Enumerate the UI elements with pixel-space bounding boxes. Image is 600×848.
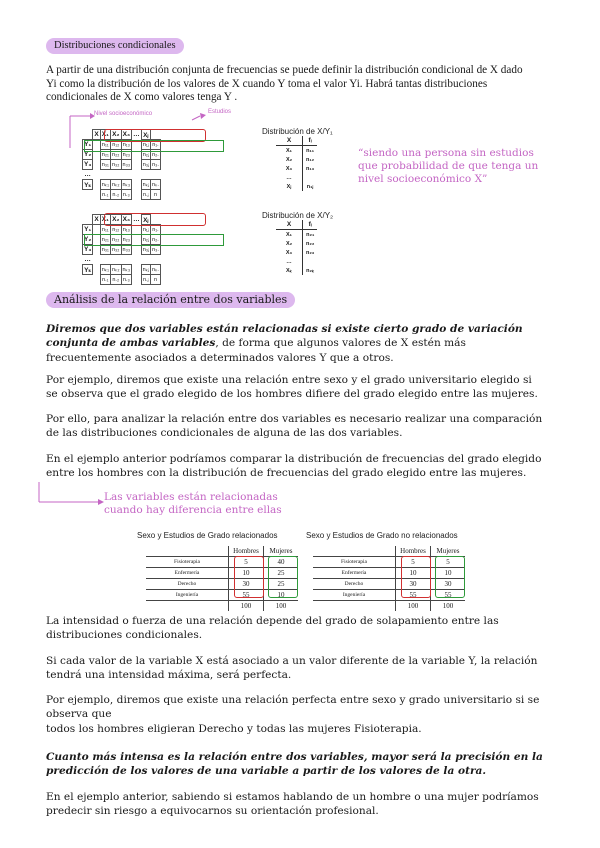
left-relation-table: Hombres Mujeres Fisioterapia 5 40 Enfermería 10 25 Derecho 30 25 Ingeniería 55 10 100 100 [146,546,298,611]
paragraph-8: Cuanto más intensa es la relación entre dos variables, mayor será la precisión en la predicción de los valores de una variable a partir de los valores de la otra. [46,751,543,778]
paragraph-5: La intensidad o fuerza de una relación depende del grado de solapamiento entre las distribuciones condicionales. [46,615,499,642]
pink-note: Las variables están relacionadas cuando hay diferencia entre ellas [104,491,282,516]
right-table-title: Sexo y Estudios de Grado no relacionados [306,531,458,540]
section-title-analisis: Análisis de la relación entre dos variables [46,292,295,308]
joint-table-bottom: X X₁ X₂ X₃ … Xⱼ Y₁ n₁₁ n₁₂ n₁₃ n₁ⱼ n₁. Y₂ n₂₁ n₂₂ n₂₃ n₂ⱼ n₂. Y₃ n₃₁ n₃₂ n₃₃ n₃ⱼ n₃. … Yₖ nₖ₁ nₖ₂ nₖ₃ nₖⱼ nₖ. n.₁ n.₂ n.₃ n.ⱼ n [84,216,159,283]
left-table-title: Sexo y Estudios de Grado relacionados [137,531,278,540]
paragraph-6: Si cada valor de la variable X está asociado a un valor diferente de la variable Y, la relación tendrá una intensidad máxima, será perfecta. [46,655,538,682]
right-red-box-hombres [401,556,431,598]
intro-paragraph: A partir de una distribución conjunta de frecuencias se puede definir la distribución condicional de X dado Yi como la distribución de los valores de X cuando Y toma el valor Yi. Habrá tantas distribuciones condicionales de X como valores tenga Y . [46,64,523,104]
pink-quote: “siendo una persona sin estudios que probabilidad de que tenga un nivel socioeconómico X” [358,147,539,185]
paragraph-4: En el ejemplo anterior podríamos comparar la distribución de frecuencias del grado elegido entre los hombres con la distribución de frecuencias del grado elegido entre las mujeres. [46,453,542,480]
section-title-distribuciones: Distribuciones condicionales [46,38,184,54]
label-estudios: Estudios [208,109,232,115]
cond1-table: X fᵢ X₁ n₁₁ X₂ n₁₂ X₃ n₁₃ … Xⱼ n₁ⱼ [276,136,317,191]
paragraph-1: Diremos que dos variables están relacionadas si existe cierto grado de variación conjunta de ambas variables, de forma que algunos valores de X estén más frecuentemente asociados a determinados valores Y que a otros. [46,323,523,364]
paragraph-7b: todos los hombres eligieran Derecho y todas las mujeres Fisioterapia. [46,723,422,735]
left-red-box-hombres [234,556,264,598]
paragraph-7a: Por ejemplo, diremos que existe una relación perfecta entre sexo y grado universitario si se observa que [46,694,540,721]
cond1-title: Distribución de X/Y₁ [262,127,333,136]
paragraph-2: Por ejemplo, diremos que existe una relación entre sexo y el grado universitario elegido si se observa que el grado elegido de los hombres difiere del grado elegido entre las mujeres. [46,374,538,401]
green-highlight-bottom [84,234,224,246]
right-green-box-mujeres [435,556,465,598]
red-highlight-bottom [104,213,206,226]
joint-distribution-figure [60,108,265,298]
cond2-table: X fᵢ X₁ n₂₁ X₂ n₂₂ X₃ n₂₃ … Xₖ n₂ₖ [276,220,317,275]
label-nivel-socioeconomico: Nivel socioeconómico [94,111,153,117]
left-green-box-mujeres [268,556,298,598]
note-arrow [36,480,106,506]
paragraph-9: En el ejemplo anterior, sabiendo si estamos hablando de un hombre o una mujer podríamos predecir sin riesgo a equivocarnos su orientación profesional. [46,791,539,818]
green-highlight-top [84,140,224,152]
right-relation-table: Hombres Mujeres Fisioterapia 5 5 Enfermería 10 10 Derecho 30 30 Ingeniería 55 55 100 100 [313,546,465,611]
cond2-title: Distribución de X/Y₂ [262,211,334,220]
paragraph-3: Por ello, para analizar la relación entre dos variables es necesario realizar una comparación de las distribuciones condicionales de alguna de las dos variables. [46,413,543,440]
joint-table-top: X X₁ X₂ X₃ … Xⱼ Y₁ n₁₁ n₁₂ n₁₃ n₁ⱼ n₁. Y₂ n₂₁ n₂₂ n₂₃ n₂ⱼ n₂. Y₃ n₃₁ n₃₂ n₃₃ n₃ⱼ n₃. … Yₖ nₖ₁ nₖ₂ nₖ₃ nₖⱼ nₖ. n.₁ n.₂ n.₃ n.ⱼ n [84,131,159,198]
